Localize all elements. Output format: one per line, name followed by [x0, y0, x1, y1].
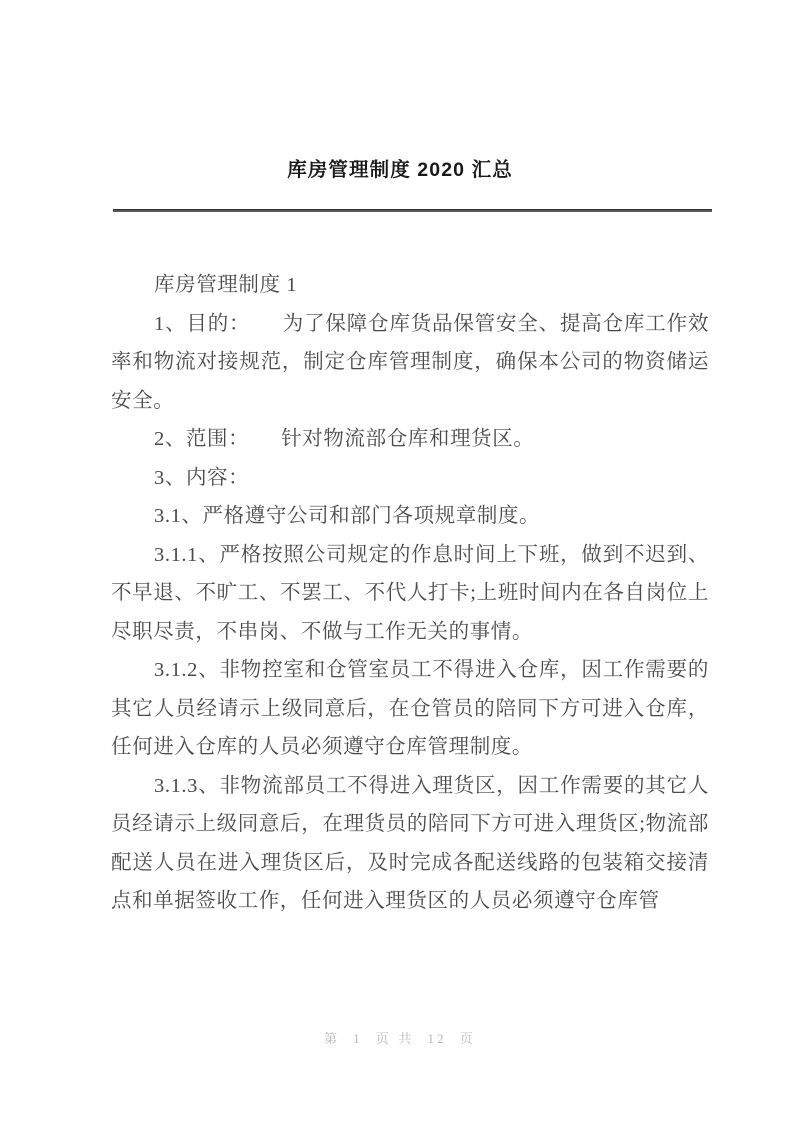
page-title: 库房管理制度 2020 汇总 — [287, 159, 513, 181]
paragraph-item-3-1: 3.1、严格遵守公司和部门各项规章制度。 — [154, 505, 541, 527]
title-divider — [113, 209, 712, 212]
paragraph-item-1-purpose: 1、目的： 为了保障仓库货品保管安全、提高仓库工作效率和物流对接规范，制定仓库管理制度，确保本公司的物资储运安全。 — [111, 312, 709, 412]
paragraph-section-heading: 库房管理制度 1 — [154, 274, 298, 296]
paragraph-item-3-1-3: 3.1.3、非物流部员工不得进入理货区，因工作需要的其它人员经请示上级同意后，在理货员的陪同下方可进入理货区;物流部配送人员在进入理货区后，及时完成各配送线路的包装箱交接清点和单据签收工作，任何进入理货区的人员必须遵守仓库管 — [111, 774, 709, 912]
paragraph-item-3-1-2: 3.1.2、非物控室和仓管室员工不得进入仓库，因工作需要的其它人员经请示上级同意后，在仓管员的陪同下方可进入仓库，任何进入仓库的人员必须遵守仓库管理制度。 — [111, 659, 709, 758]
page-number-footer: 第 1 页 共 12 页 — [324, 1031, 476, 1046]
paragraph-item-3-content: 3、内容： — [154, 466, 250, 489]
document-body — [111, 266, 709, 921]
paragraph-item-3-1-1: 3.1.1、严格按照公司规定的作息时间上下班，做到不迟到、不早退、不旷工、不罢工、不代人打卡;上班时间内在各自岗位上尽职尽责，不串岗、不做与工作无关的事情。 — [111, 543, 709, 643]
paragraph-item-2-scope: 2、范围： 针对物流部仓库和理货区。 — [154, 428, 535, 450]
